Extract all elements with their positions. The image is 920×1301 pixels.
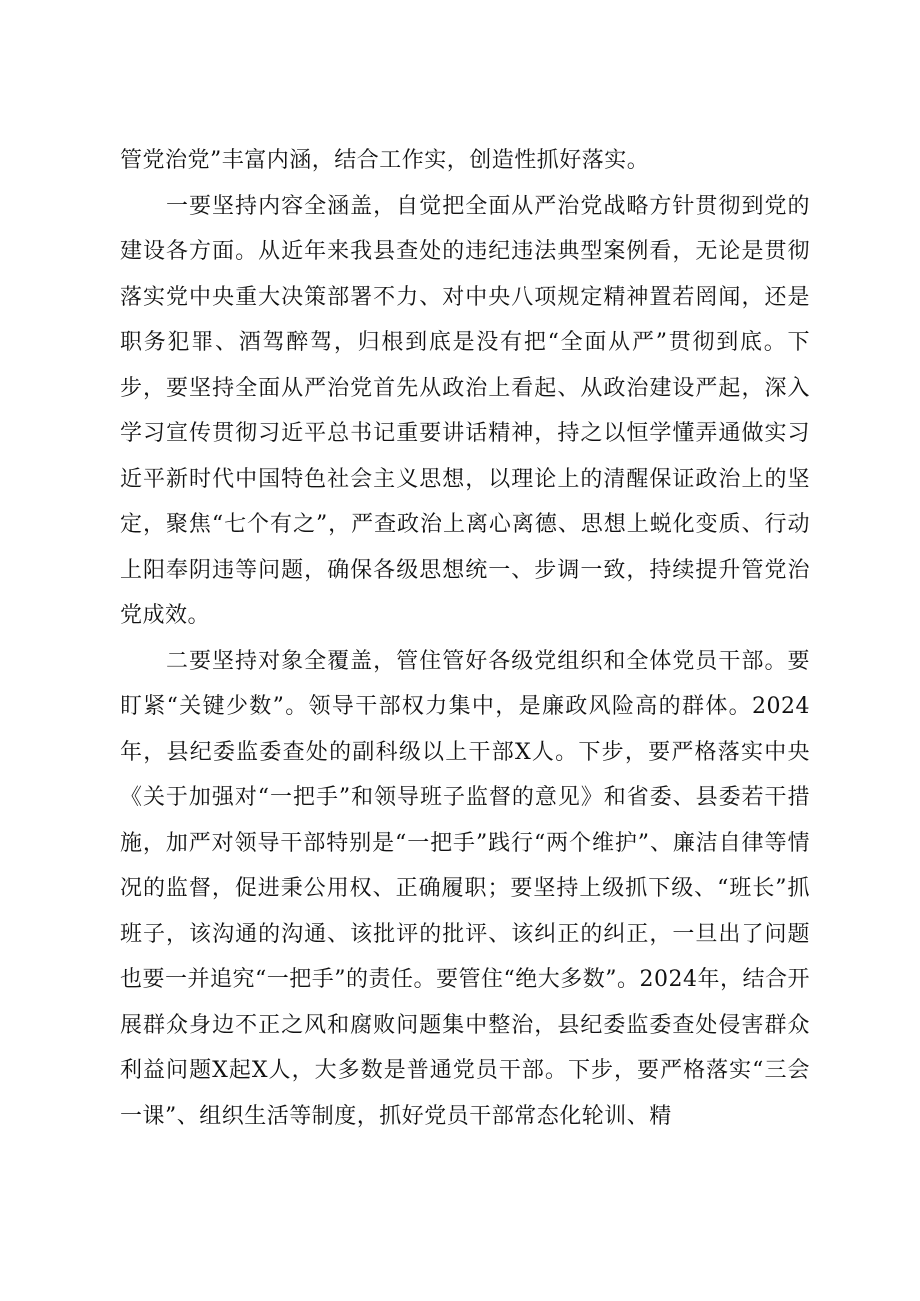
paragraph-continuation: 管党治党”丰富内涵，结合工作实，创造性抓好落实。	[120, 148, 650, 173]
body-text	[120, 138, 810, 1139]
paragraph-content-coverage: 一要坚持内容全涵盖，自觉把全面从严治党战略方针贯彻到党的建设各方面。从近年来我县查处的违纪违法典型案例看，无论是贯彻落实党中央重大决策部署不力、对中央八项规定精神置若罔闻，还是职务犯罪、酒驾醉驾，归根到底是没有把“全面从严”贯彻到底。下步，要坚持全面从严治党首先从政治上看起、从政治建设严起，深入学习宣传贯彻习近平总书记重要讲话精神，持之以恒学懂弄通做实习近平新时代中国特色社会主义思想，以理论上的清醒保证政治上的坚定，聚焦“七个有之”，严查政治上离心离德、思想上蜕化变质、行动上阳奉阴违等问题，确保各级思想统一、步调一致，持续提升管党治党成效。	[120, 193, 810, 628]
paragraph-object-coverage: 二要坚持对象全覆盖，管住管好各级党组织和全体党员干部。要盯紧“关键少数”。领导干部权力集中，是廉政风险高的群体。2024年，县纪委监委查处的副科级以上干部X人。下步，要严格落实中央《关于加强对“一把手”和领导班子监督的意见》和省委、县委若干措施，加严对领导干部特别是“一把手”践行“两个维护”、廉洁自律等情况的监督，促进秉公用权、正确履职；要坚持上级抓下级、“班长”抓班子，该沟通的沟通、该批评的批评、该纠正的纠正，一旦出了问题也要一并追究“一把手”的责任。要管住“绝大多数”。2024年，结合开展群众身边不正之风和腐败问题集中整治，县纪委监委查处侵害群众利益问题X起X人，大多数是普通党员干部。下步，要严格落实“三会一课”、组织生活等制度，抓好党员干部常态化轮训、精	[120, 648, 810, 1129]
